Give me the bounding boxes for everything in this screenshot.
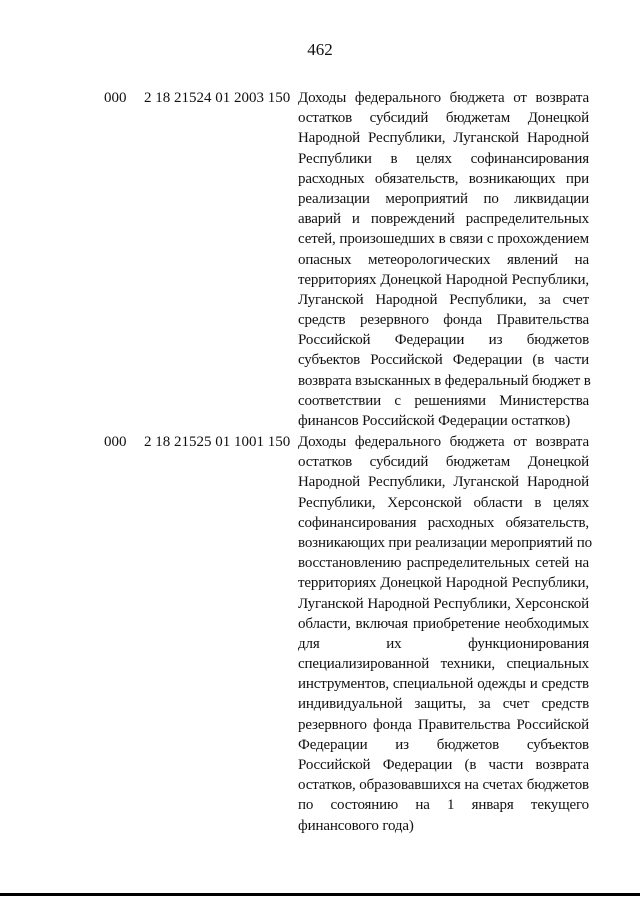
description-line: индивидуальной защиты, за счет средств [298, 696, 589, 713]
revenue-description [298, 88, 589, 431]
description-line: Республики, Херсонской области в целях [298, 494, 589, 511]
description-line: восстановлению распределительных сетей на [298, 555, 589, 572]
description-line: Народной Республики, Луганской Народной [298, 474, 589, 491]
description-line: субъектов Российской Федерации (в части [298, 352, 589, 369]
budget-classification-code: 2 18 21524 01 2003 150 [144, 90, 291, 106]
description-line: территориях Донецкой Народной Республики, [298, 271, 589, 288]
page-number: 462 [307, 40, 333, 59]
description-line: Российской Федерации (в части возврата [298, 757, 589, 773]
description-line: территориях Донецкой Народной Республики, [298, 575, 589, 592]
description-line: резервного фонда Правительства Российской [298, 716, 589, 733]
admin-code: 000 [104, 90, 127, 106]
revenue-description [298, 432, 592, 836]
description-line: аварий и повреждений распределительных [298, 211, 589, 228]
description-line: Народной Республики, Луганской Народной [298, 130, 589, 147]
description-line: расходных обязательств, возникающих при [298, 170, 589, 187]
description-line: Федерации из бюджетов субъектов [298, 736, 589, 753]
description-line: Российской Федерации из бюджетов [298, 332, 589, 349]
page-bottom-rule [0, 893, 640, 896]
description-line: финансов Российской Федерации остатков) [298, 413, 571, 429]
description-line: для их функционирования [298, 635, 589, 652]
description-line: соответствии с решениями Министерства [298, 392, 589, 409]
description-line: возврата взысканных в федеральный бюджет в [298, 372, 591, 389]
description-line: возникающих при реализации мероприятий по [298, 534, 592, 551]
description-line: средств резервного фонда Правительства [298, 312, 589, 329]
description-line: Луганской Народной Республики, за счет [298, 291, 589, 308]
description-line: инструментов, специальной одежды и средств [298, 676, 589, 693]
description-line: Доходы федерального бюджета от возврата [298, 434, 589, 450]
description-line: по состоянию на 1 января текущего [298, 797, 589, 814]
description-line: опасных метеорологических явлений на [298, 251, 589, 268]
description-line: остатков, образовавшихся на счетах бюджетов [298, 777, 589, 794]
description-line: специализированной техники, специальных [298, 656, 589, 673]
description-line: Республики в целях софинансирования [298, 150, 589, 167]
description-line: финансового года) [298, 817, 414, 834]
description-line: софинансирования расходных обязательств, [298, 514, 589, 531]
description-line: Луганской Народной Республики, Херсонской [298, 595, 589, 612]
description-line: остатков субсидий бюджетам Донецкой [298, 110, 589, 127]
description-line: сетей, произошедших в связи с прохождением [298, 231, 589, 248]
admin-code: 000 [104, 434, 127, 450]
description-line: остатков субсидий бюджетам Донецкой [298, 454, 589, 471]
description-line: реализации мероприятий по ликвидации [298, 190, 589, 207]
budget-classification-code: 2 18 21525 01 1001 150 [144, 434, 291, 450]
description-line: Доходы федерального бюджета от возврата [298, 90, 589, 106]
description-line: области, включая приобретение необходимых [298, 615, 589, 632]
